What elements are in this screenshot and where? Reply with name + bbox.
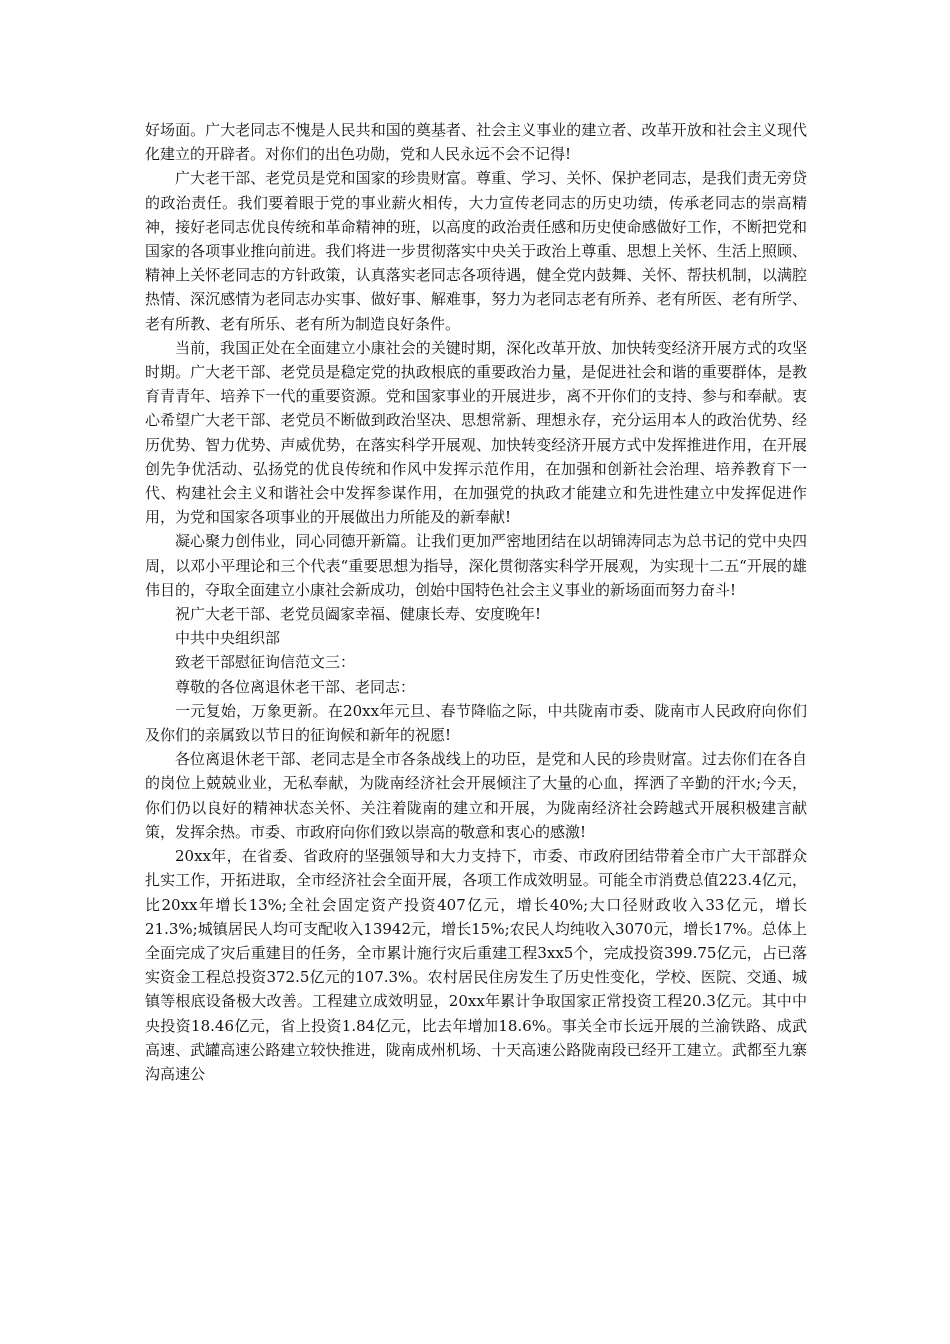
- paragraph-new-year-greeting: 一元复始，万象更新。在20xx年元旦、春节降临之际，中共陇南市委、陇南市人民政府向你们及你们的亲属致以节日的征询候和新年的祝愿!: [145, 701, 807, 745]
- paragraph-signature: 中共中央组织部: [175, 629, 281, 648]
- paragraph-achievements: 20xx年，在省委、省政府的坚强领导和大力支持下，市委、市政府团结带着全市广大干部群众扎实工作，开拓进取，全市经济社会全面开展，各项工作成效明显。可能全市消费总值223.4亿元，比20xx年增长13%;全社会固定资产投资407亿元，增长40%;大口径财政收入33亿元，增长21.3%;城镇居民人均可支配收入13942元，增长15%;农民人均纯收入3070元，增长17%。总体上全面完成了灾后重建目的任务，全市累计施行灾后重建工程3xx5个，完成投资399.75亿元，占已落实资金工程总投资372.5亿元的107.3%。农村居民住房发生了历史性变化，学校、医院、交通、城镇等根底设备极大改善。工程建立成效明显，20xx年累计争取国家正常投资工程20.3亿元。其中中央投资18.46亿元，省上投资1.84亿元，比去年增加18.6%。事关全市长远开展的兰渝铁路、成武高速、武罐高速公路建立较快推进，陇南成州机场、十天高速公路陇南段已经开工建立。武都至九寨沟高速公: [145, 847, 807, 1083]
- paragraph-gratitude: 各位离退休老干部、老同志是全市各条战线上的功臣，是党和人民的珍贵财富。过去你们在各自的岗位上兢兢业业，无私奉献，为陇南经济社会开展倾注了大量的心血，挥洒了辛勤的汗水;今天，你们仍以良好的精神状态关怀、关注着陇南的建立和开展，为陇南经济社会跨越式开展积极建言献策，发挥余热。市委、市政府向你们致以崇高的敬意和衷心的感激!: [145, 750, 807, 841]
- paragraph-salutation: 尊敬的各位离退休老干部、老同志：: [175, 677, 416, 696]
- paragraph-veteran-cadres-treasure: 广大老干部、老党员是党和国家的珍贵财富。尊重、学习、关怀、保护老同志，是我们责无旁贷的政治责任。我们要着眼于党的事业薪火相传，大力宣传老同志的历史功绩，传承老同志的崇高精神，接好老同志优良传统和革命精神的班，以高度的政治责任感和历史使命感做好工作，不断把党和国家的各项事业推向前进。我们将进一步贯彻落实中央关于政治上尊重、思想上关怀、生活上照顾、精神上关怀老同志的方针政策，认真落实老同志各项待遇，健全党内鼓舞、关怀、帮扶机制，以满腔热情、深沉感情为老同志办实事、做好事、解难事，努力为老同志老有所养、老有所医、老有所学、老有所教、老有所乐、老有所为制造良好条件。: [145, 169, 807, 333]
- paragraph-continuation: 好场面。广大老同志不愧是人民共和国的奠基者、社会主义事业的建立者、改革开放和社会主义现代化建立的开辟者。对你们的出色功勋，党和人民永远不会不记得!: [145, 121, 807, 164]
- paragraph-current-situation: 当前，我国正处在全面建立小康社会的关键时期，深化改革开放、加快转变经济开展方式的攻坚时期。广大老干部、老党员是稳定党的执政根底的重要政治力量，是促进社会和谐的重要群体，是教育青青年、培养下一代的重要资源。党和国家事业的开展进步，离不开你们的支持、参与和奉献。衷心希望广大老干部、老党员不断做到政治坚决、思想常新、理想永存，充分运用本人的政治优势、经历优势、智力优势、声威优势，在落实科学开展观、加快转变经济开展方式中发挥推进作用，在开展创先争优活动、弘扬党的优良传统和作风中发挥示范作用，在加强和创新社会治理、培养教育下一代、构建社会主义和谐社会中发挥参谋作用，在加强党的执政才能建立和先进性建立中发挥促进作用，为党和国家各项事业的开展做出力所能及的新奉献!: [145, 338, 807, 527]
- document-body: [145, 118, 807, 1086]
- paragraph-blessing: 祝广大老干部、老党员阖家幸福、健康长寿、安度晚年!: [175, 605, 542, 624]
- paragraph-unite-efforts: 凝心聚力创伟业，同心同德开新篇。让我们更加严密地团结在以胡锦涛同志为总书记的党中央四周，以邓小平理论和三个代表“重要思想为指导，深化贯彻落实科学开展观，为实现十二五“开展的雄伟目的，夺取全面建立小康社会新成功，创始中国特色社会主义事业的新场面而努力奋斗!: [145, 532, 807, 599]
- paragraph-sample-title: 致老干部慰征询信范文三：: [175, 653, 356, 672]
